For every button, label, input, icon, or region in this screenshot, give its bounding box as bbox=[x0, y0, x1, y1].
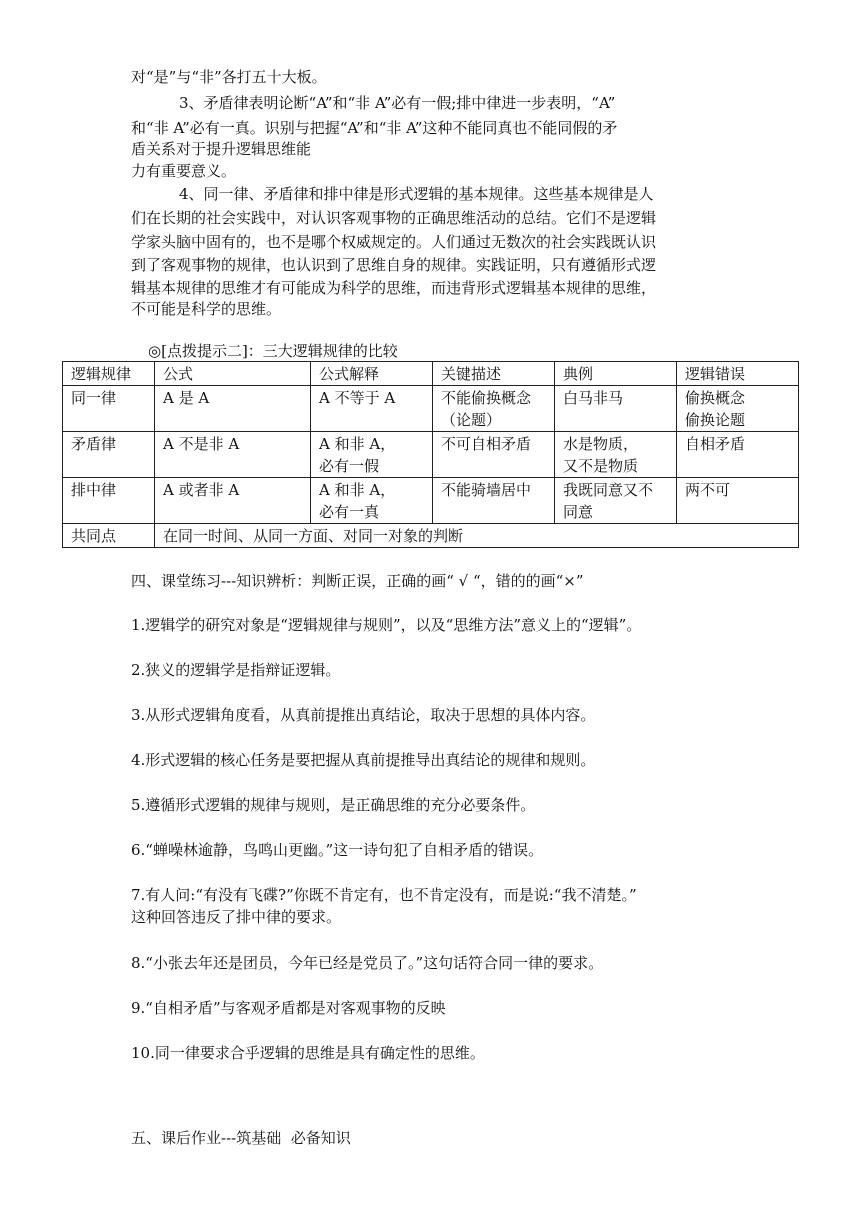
table-cell: 水是物质， 又不是物质 bbox=[555, 432, 677, 478]
table-row bbox=[63, 386, 799, 432]
section-heading: 四、课堂练习---知识辨析：判断正误，正确的画“ √ “，错的的画“×” bbox=[131, 572, 584, 590]
paragraph-line: 和“非 A”必有一真。识别与把握“A”和“非 A”这种不能同真也不能同假的矛 bbox=[131, 119, 618, 137]
exercise-item: 5.遵循形式逻辑的规律与规则，是正确思维的充分必要条件。 bbox=[131, 796, 536, 814]
paragraph-line: 对“是”与“非”各打五十大板。 bbox=[131, 68, 327, 86]
exercise-item: 7.有人问:“有没有飞碟?”你既不肯定有，也不肯定没有，而是说:“我不清楚。” 这种回答违反了排中律的要求。 bbox=[131, 886, 637, 926]
header-cell: 典例 bbox=[555, 362, 677, 386]
table-cell: 排中律 bbox=[63, 478, 155, 524]
table-title: ◎[点拨提示二]：三大逻辑规律的比较 bbox=[148, 342, 398, 360]
exercise-item: 2.狭义的逻辑学是指辩证逻辑。 bbox=[131, 661, 341, 679]
exercise-item: 9.“自相矛盾”与客观矛盾都是对客观事物的反映 bbox=[131, 999, 446, 1017]
exercise-item: 3.从形式逻辑角度看，从真前提推出真结论，取决于思想的具体内容。 bbox=[131, 706, 596, 724]
paragraph-line: 到了客观事物的规律，也认识到了思维自身的规律。实践证明，只有遵循形式逻 bbox=[131, 256, 657, 274]
table-header-row bbox=[63, 362, 799, 386]
table-cell: 同一律 bbox=[63, 386, 155, 432]
table-cell: A 或者非 A bbox=[155, 478, 311, 524]
table-cell: 我既同意又不 同意 bbox=[555, 478, 677, 524]
table-cell: 两不可 bbox=[677, 478, 799, 524]
exercise-item: 1.逻辑学的研究对象是“逻辑规律与规则”，以及“思维方法”意义上的“逻辑”。 bbox=[131, 616, 642, 634]
table-cell: 偷换概念 偷换论题 bbox=[677, 386, 799, 432]
paragraph-line: 3、矛盾律表明论断“A”和“非 A”必有一假;排中律进一步表明，“A” bbox=[179, 94, 616, 112]
header-cell: 逻辑错误 bbox=[677, 362, 799, 386]
table-row bbox=[63, 432, 799, 478]
table-cell: 在同一时间、从同一方面、对同一对象的判断 bbox=[155, 524, 799, 548]
paragraph-line: 不可能是科学的思维。 bbox=[131, 300, 282, 318]
table-cell: 矛盾律 bbox=[63, 432, 155, 478]
table-cell: 自相矛盾 bbox=[677, 432, 799, 478]
header-cell: 公式 bbox=[155, 362, 311, 386]
header-cell: 关键描述 bbox=[433, 362, 555, 386]
paragraph-line: 力有重要意义。 bbox=[131, 162, 237, 180]
header-cell: 公式解释 bbox=[311, 362, 433, 386]
table-cell: 不能偷换概念 （论题） bbox=[433, 386, 555, 432]
table-cell: A 和非 A， 必有一真 bbox=[311, 478, 433, 524]
table-cell: 共同点 bbox=[63, 524, 155, 548]
paragraph-line: 们在长期的社会实践中，对认识客观事物的正确思维活动的总结。它们不是逻辑 bbox=[131, 209, 657, 227]
exercise-item: 6.“蝉噪林逾静，鸟鸣山更幽。”这一诗句犯了自相矛盾的错误。 bbox=[131, 841, 544, 859]
section-heading: 五、课后作业---筑基础 必备知识 bbox=[131, 1129, 351, 1147]
table-row-common bbox=[63, 524, 799, 548]
exercise-item: 8.“小张去年还是团员，今年已经是党员了。”这句话符合同一律的要求。 bbox=[131, 954, 604, 972]
header-cell: 逻辑规律 bbox=[63, 362, 155, 386]
exercise-item: 4.形式逻辑的核心任务是要把握从真前提推导出真结论的规律和规则。 bbox=[131, 751, 596, 769]
table-cell: A 不等于 A bbox=[311, 386, 433, 432]
table-row bbox=[63, 478, 799, 524]
paragraph-line: 盾关系对于提升逻辑思维能 bbox=[131, 140, 312, 158]
paragraph-line: 学家头脑中固有的，也不是哪个权威规定的。人们通过无数次的社会实践既认识 bbox=[131, 233, 657, 251]
paragraph-line: 辑基本规律的思维才有可能成为科学的思维，而违背形式逻辑基本规律的思维， bbox=[131, 279, 657, 297]
table-cell: A 和非 A， 必有一假 bbox=[311, 432, 433, 478]
exercise-item: 10.同一律要求合乎逻辑的思维是具有确定性的思维。 bbox=[131, 1044, 485, 1062]
paragraph-line: 4、同一律、矛盾律和排中律是形式逻辑的基本规律。这些基本规律是人 bbox=[179, 185, 654, 203]
table-cell: A 是 A bbox=[155, 386, 311, 432]
table-cell: 不可自相矛盾 bbox=[433, 432, 555, 478]
table-cell: 不能骑墙居中 bbox=[433, 478, 555, 524]
logic-laws-table bbox=[62, 361, 799, 548]
table-cell: 白马非马 bbox=[555, 386, 677, 432]
table-cell: A 不是非 A bbox=[155, 432, 311, 478]
